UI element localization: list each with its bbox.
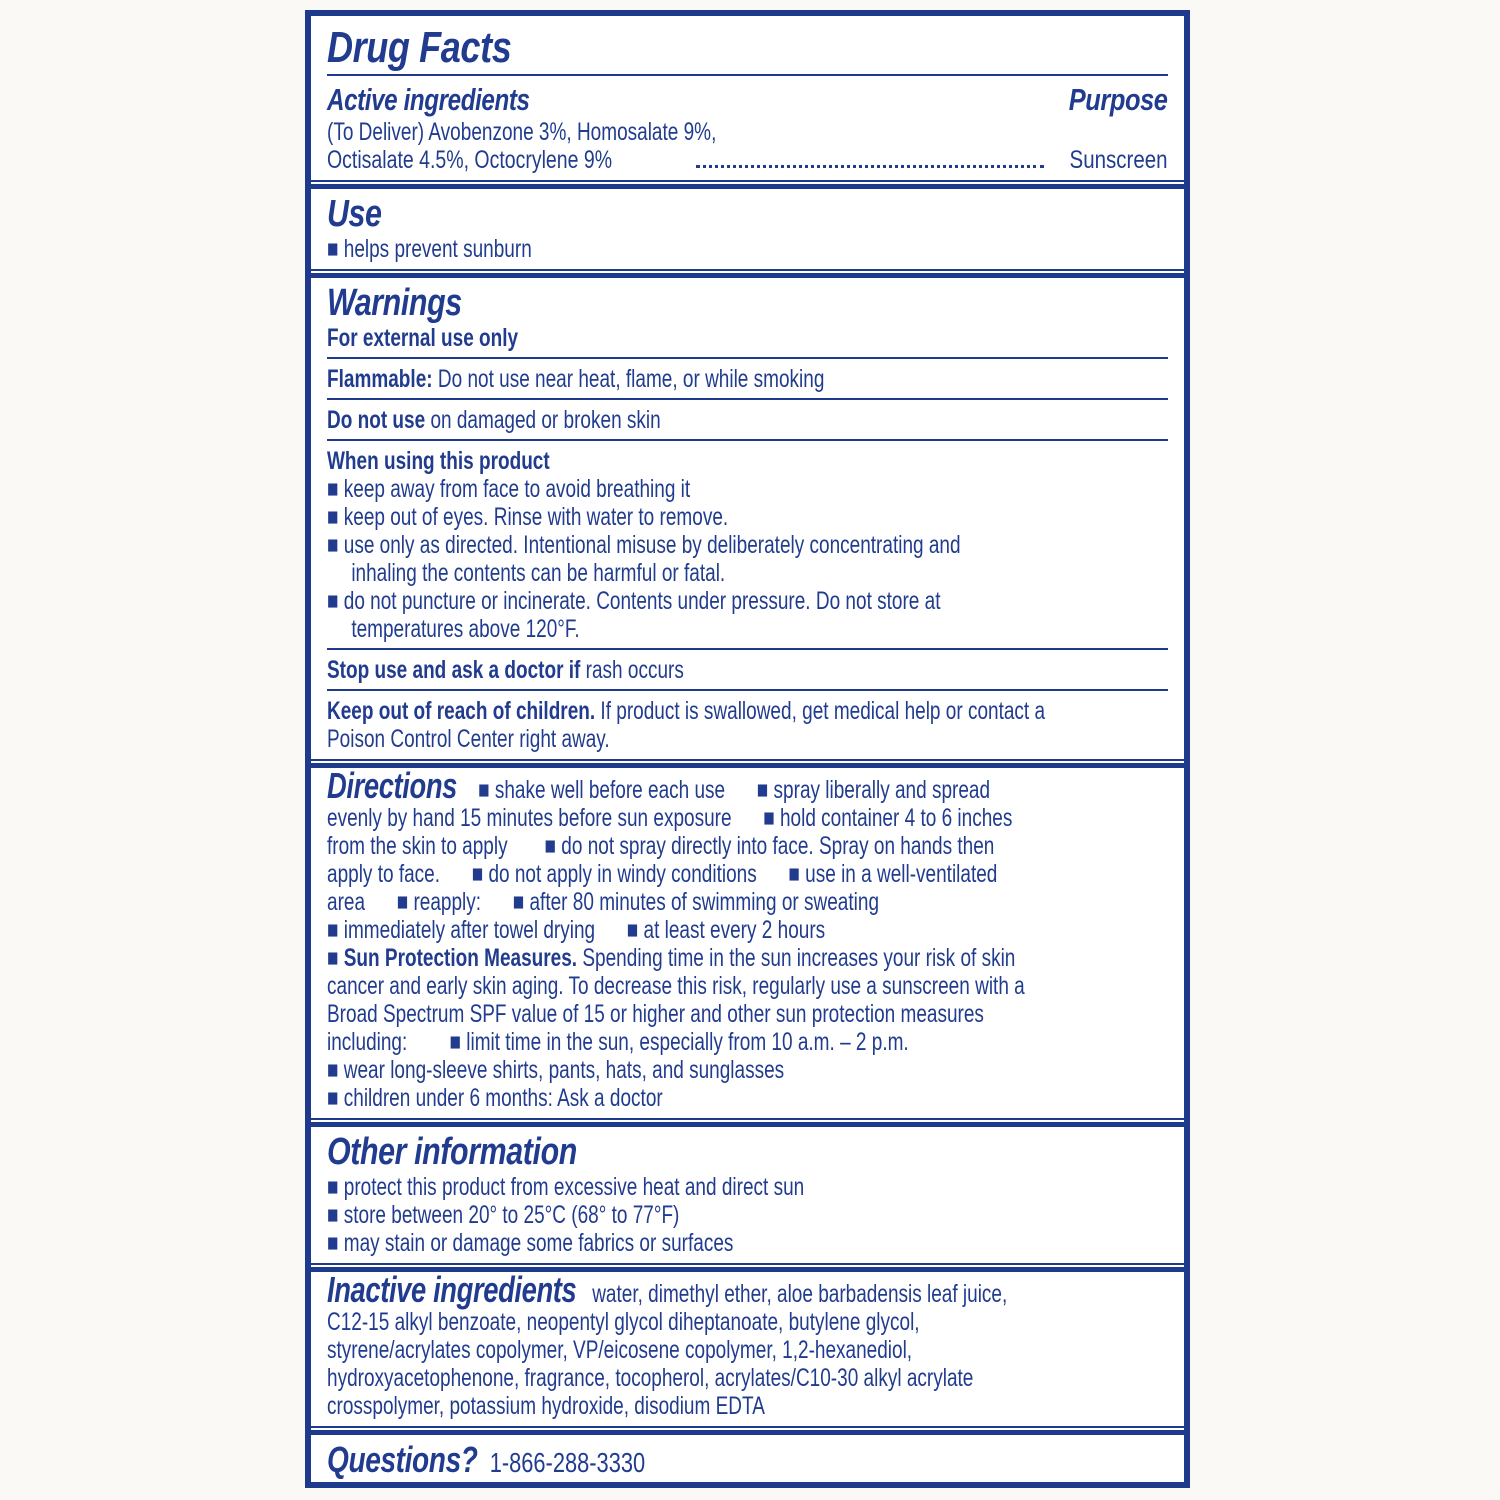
questions-row xyxy=(327,1439,983,1484)
inactive-ingredients-lines xyxy=(327,1269,1168,1420)
text-line: ■ keep out of eyes. Rinse with water to remove. xyxy=(327,503,729,531)
phone-number-text: 1-866-288-3330 xyxy=(489,1447,646,1478)
text-line: crosspolymer, potassium hydroxide, disodium EDTA xyxy=(327,1392,765,1420)
section-other-information xyxy=(311,1127,1184,1263)
use-lines xyxy=(327,235,1168,263)
questions-phone-number xyxy=(478,1442,646,1484)
other-information-lines xyxy=(327,1173,1168,1257)
dotted-leader xyxy=(696,165,1044,168)
warnings-do-not-use xyxy=(327,406,1168,434)
text-line: hydroxyacetophenone, fragrance, tocopherol, acrylates/C10-30 alkyl acrylate xyxy=(327,1364,974,1392)
section-directions xyxy=(311,765,1184,1118)
text-line: evenly by hand 15 minutes before sun exposure ■ hold container 4 to 6 inches xyxy=(327,804,1013,832)
active-ingredients-purpose-row xyxy=(327,146,1168,174)
warnings-when-using xyxy=(327,447,1168,643)
section-warnings xyxy=(311,278,1184,759)
bold-text: Flammable: xyxy=(327,365,433,393)
body-text: water, dimethyl ether, aloe barbadensis leaf juice, xyxy=(576,1280,1008,1308)
text-line: from the skin to apply ■ do not spray directly into face. Spray on hands then xyxy=(327,832,995,860)
other-information-heading: Other information xyxy=(327,1131,577,1173)
text-line: ■ children under 6 months: Ask a doctor xyxy=(327,1084,663,1112)
active-ingredients-heading: Active ingredients xyxy=(327,82,530,117)
text-line: ■ may stain or damage some fabrics or surfaces xyxy=(327,1229,734,1257)
warnings-flammable xyxy=(327,365,1168,393)
active-ingredients-heading-row xyxy=(327,82,1168,118)
section-use xyxy=(311,189,1184,269)
text-line: ■ do not puncture or incinerate. Contents under pressure. Do not store at xyxy=(327,587,941,615)
warnings-keep-out-of-reach xyxy=(327,697,1168,753)
text-line: cancer and early skin aging. To decrease this risk, regularly use a sunscreen with a xyxy=(327,972,1025,1000)
body-text: rash occurs xyxy=(580,656,684,684)
drug-facts-title: Drug Facts xyxy=(327,23,512,72)
body-text: Do not use near heat, flame, or while smoking xyxy=(432,365,825,393)
text-line: apply to face. ■ do not apply in windy conditions ■ use in a well-ventilated xyxy=(327,860,998,888)
text-line: temperatures above 120°F. xyxy=(351,615,580,643)
body-text: Spending time in the sun increases your risk of skin xyxy=(577,944,1016,972)
bold-text: Keep out of reach of children. xyxy=(327,697,596,725)
text-line: Poison Control Center right away. xyxy=(327,725,610,753)
section-divider xyxy=(311,1426,1184,1435)
warnings-rule-line xyxy=(327,439,1168,441)
warnings-rule-line xyxy=(327,398,1168,400)
body-text: ■ shake well before each use ■ spray liberally and spread xyxy=(456,776,991,804)
text-line xyxy=(327,406,966,434)
body-text: If product is swallowed, get medical help or contact a xyxy=(595,697,1046,725)
text-line: ■ store between 20° to 25°C (68° to 77°F) xyxy=(327,1201,680,1229)
text-line: including: ■ limit time in the sun, especially from 10 a.m. – 2 p.m. xyxy=(327,1028,909,1056)
title-rule-line xyxy=(327,74,1168,76)
use-heading: Use xyxy=(327,193,382,235)
text-line xyxy=(327,656,966,684)
warnings-rule-line xyxy=(327,357,1168,359)
text-line: inhaling the contents can be harmful or fatal. xyxy=(351,559,726,587)
section-divider xyxy=(311,180,1184,189)
text-line: area ■ reapply: ■ after 80 minutes of swimming or sweating xyxy=(327,888,880,916)
text-line: ■ immediately after towel drying ■ at least every 2 hours xyxy=(327,916,826,944)
text-line: styrene/acrylates copolymer, VP/eicosene copolymer, 1,2-hexanediol, xyxy=(327,1336,913,1364)
section-divider xyxy=(311,269,1184,278)
directions-lines xyxy=(327,765,1168,1112)
drug-facts-panel xyxy=(305,10,1190,1488)
bold-text: Stop use and ask a doctor if xyxy=(327,656,581,684)
text-line: C12-15 alkyl benzoate, neopentyl glycol diheptanoate, butylene glycol, xyxy=(327,1308,920,1336)
warnings-external-use xyxy=(327,324,1168,352)
section-questions xyxy=(311,1435,1184,1488)
purpose-heading: Purpose xyxy=(1069,82,1168,117)
body-text: on damaged or broken skin xyxy=(425,406,661,434)
text-line: ■ keep away from face to avoid breathing it xyxy=(327,475,691,503)
text-line xyxy=(327,324,966,352)
warnings-heading: Warnings xyxy=(327,282,462,324)
active-ingredients-line: (To Deliver) Avobenzone 3%, Homosalate 9%, xyxy=(327,118,717,146)
bold-text: ■ Sun Protection Measures. xyxy=(327,944,578,972)
warnings-rule-line xyxy=(327,689,1168,691)
text-line: Broad Spectrum SPF value of 15 or higher and other sun protection measures xyxy=(327,1000,984,1028)
warnings-rule-line xyxy=(327,648,1168,650)
section-active-ingredients xyxy=(311,16,1184,180)
active-ingredients-line: Octisalate 4.5%, Octocrylene 9% xyxy=(327,146,613,174)
bold-text: Do not use xyxy=(327,406,426,434)
text-line xyxy=(327,944,1016,972)
text-line xyxy=(327,765,991,806)
text-line xyxy=(327,697,1046,725)
section-inactive-ingredients xyxy=(311,1269,1184,1426)
text-line: ■ protect this product from excessive heat and direct sun xyxy=(327,1173,805,1201)
text-line xyxy=(327,447,966,475)
questions-heading: Questions? xyxy=(327,1439,478,1480)
text-line: ■ wear long-sleeve shirts, pants, hats, and sunglasses xyxy=(327,1056,785,1084)
section-divider xyxy=(311,1118,1184,1127)
text-line xyxy=(327,365,966,393)
text-line: ■ helps prevent sunburn xyxy=(327,235,532,263)
purpose-value: Sunscreen xyxy=(1069,146,1168,174)
warnings-stop-use xyxy=(327,656,1168,684)
inline-section-heading: Directions xyxy=(327,765,457,806)
bold-text: When using this product xyxy=(327,447,550,475)
bold-text: For external use only xyxy=(327,324,519,352)
text-line xyxy=(327,1269,1008,1310)
inline-section-heading: Inactive ingredients xyxy=(327,1269,577,1310)
text-line: ■ use only as directed. Intentional misuse by deliberately concentrating and xyxy=(327,531,961,559)
